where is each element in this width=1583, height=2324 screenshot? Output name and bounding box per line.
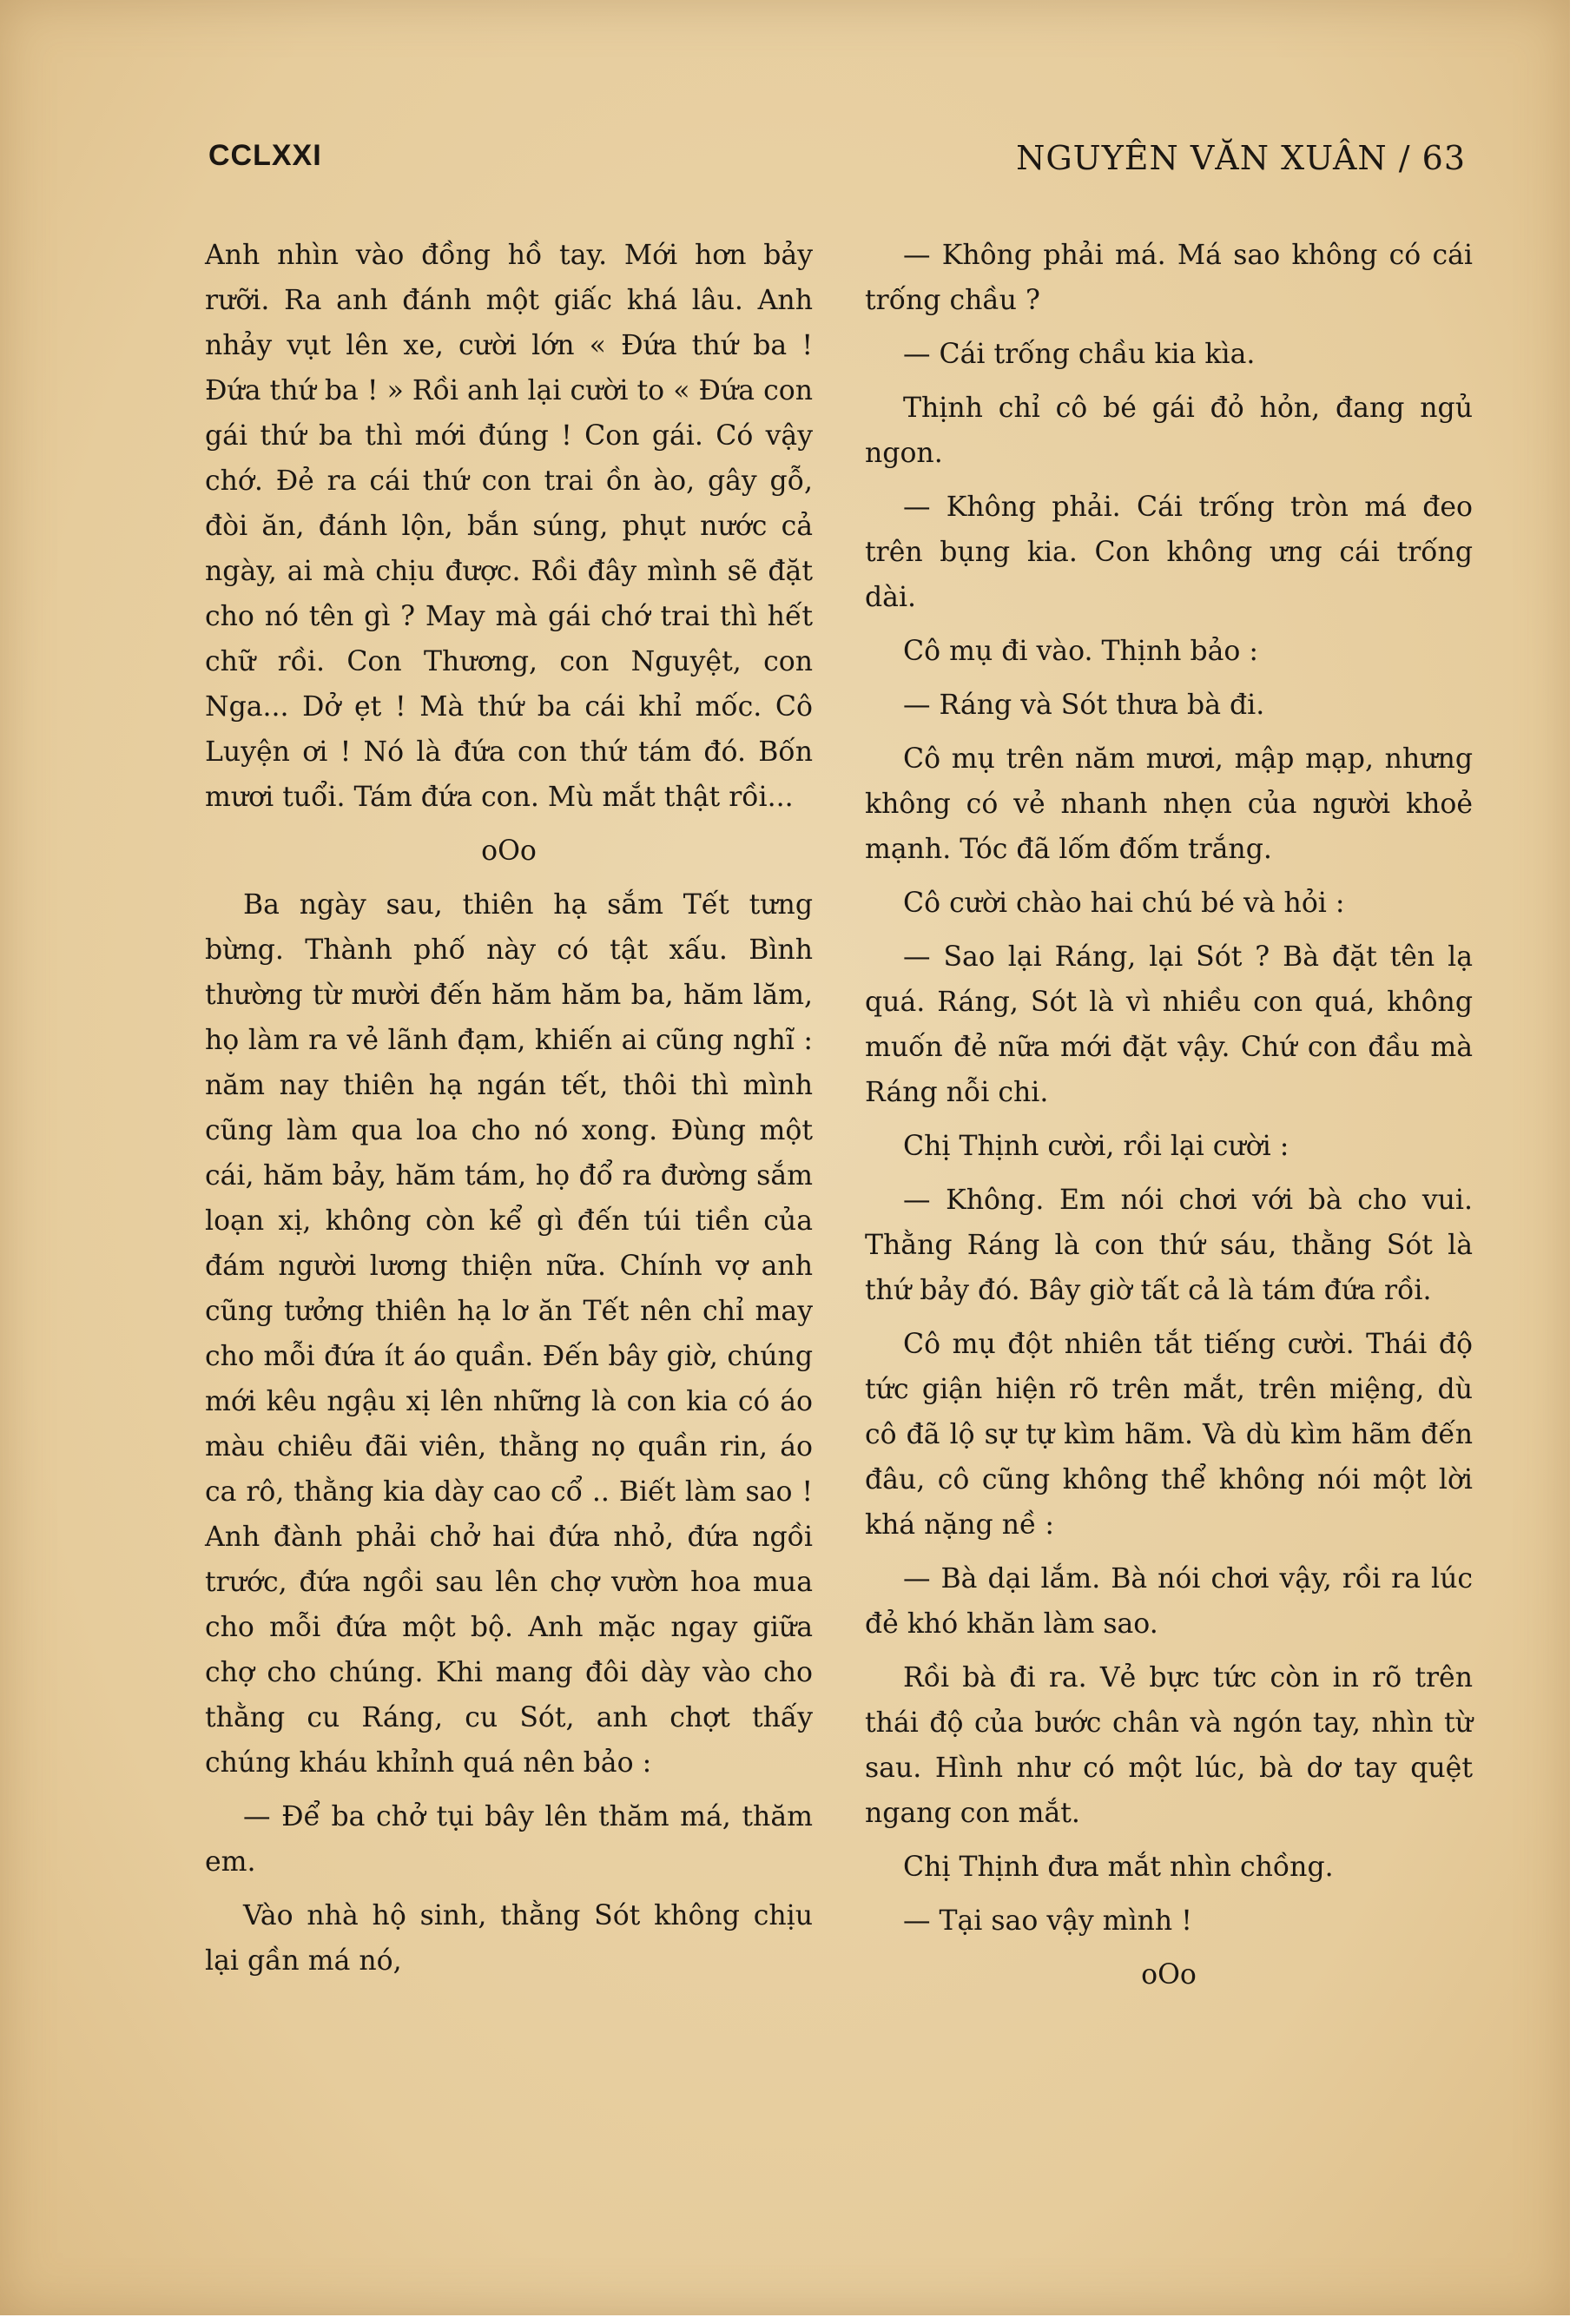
section-separator: oOo bbox=[481, 835, 537, 867]
paragraph: Vào nhà hộ sinh, thằng Sót không chịu lại gần má nó, bbox=[205, 1900, 813, 1977]
page-header bbox=[208, 139, 1466, 191]
paragraph: Cô mụ đột nhiên tắt tiếng cười. Thái độ tức giận hiện rõ trên mắt, trên miệng, dù cô đã lộ sự tự kìm hãm. Và dù kìm hãm đến đâu, cô cũng không thể không nói một lời khá nặng nề : bbox=[865, 1329, 1473, 1541]
paragraph: — Để ba chở tụi bây lên thăm má, thăm em. bbox=[205, 1801, 813, 1878]
paragraph: Anh nhìn vào đồng hồ tay. Mới hơn bảy rưỡi. Ra anh đánh một giấc khá lâu. Anh nhảy vụt lên xe, cười lớn « Đứa thứ ba ! Đứa thứ ba ! » Rồi anh lại cười to « Đứa con gái thứ ba thì mới đúng ! Con gái. Có vậy chớ. Đẻ ra cái thứ con trai ồn ào, gây gỗ, đòi ăn, đánh lộn, bắn súng, phụt nước cả ngày, ai mà chịu được. Rồi đây mình sẽ đặt cho nó tên gì ? May mà gái chớ trai thì hết chữ rồi. Con Thương, con Nguyệt, con Nga... Dở ẹt ! Mà thứ ba cái khỉ mốc. Cô Luyện ơi ! Nó là đứa con thứ tám đó. Bốn mươi tuổi. Tám đứa con. Mù mắt thật rồi... bbox=[205, 240, 813, 813]
paragraph: — Bà dại lắm. Bà nói chơi vậy, rồi ra lúc đẻ khó khăn làm sao. bbox=[865, 1563, 1473, 1640]
right-column bbox=[865, 233, 1473, 2006]
paragraph: — Cái trống chầu kia kìa. bbox=[903, 339, 1256, 370]
paragraph: — Ráng và Sót thưa bà đi. bbox=[903, 690, 1265, 721]
paragraph: Thịnh chỉ cô bé gái đỏ hỏn, đang ngủ ngon. bbox=[865, 393, 1473, 469]
paragraph: Chị Thịnh cười, rồi lại cười : bbox=[903, 1131, 1289, 1162]
paragraph: — Tại sao vậy mình ! bbox=[903, 1905, 1192, 1937]
left-column bbox=[205, 233, 813, 1992]
running-title: NGUYÊN VĂN XUÂN / 63 bbox=[1016, 139, 1466, 177]
paragraph: Cô mụ trên năm mươi, mập mạp, nhưng không có vẻ nhanh nhẹn của người khoẻ mạnh. Tóc đã lốm đốm trắng. bbox=[865, 743, 1473, 865]
paragraph: — Không phải má. Má sao không có cái trống chầu ? bbox=[865, 240, 1473, 316]
paragraph: — Không phải. Cái trống tròn má đeo trên bụng kia. Con không ưng cái trống dài. bbox=[865, 492, 1473, 613]
paragraph: Cô cười chào hai chú bé và hỏi : bbox=[903, 888, 1345, 919]
paragraph: — Không. Em nói chơi với bà cho vui. Thằng Ráng là con thứ sáu, thằng Sót là thứ bảy đó. Bây giờ tất cả là tám đứa rồi. bbox=[865, 1185, 1473, 1306]
paragraph: Cô mụ đi vào. Thịnh bảo : bbox=[903, 636, 1259, 667]
paragraph: — Sao lại Ráng, lại Sót ? Bà đặt tên lạ quá. Ráng, Sót là vì nhiều con quá, không muốn đẻ nữa mới đặt vậy. Chứ con đầu mà Ráng nỗi chi. bbox=[865, 941, 1473, 1108]
paragraph: Chị Thịnh đưa mắt nhìn chồng. bbox=[903, 1852, 1334, 1883]
paragraph: Rồi bà đi ra. Vẻ bực tức còn in rõ trên thái độ của bước chân và ngón tay, nhìn từ sau. Hình như có một lúc, bà dơ tay quệt ngang con mắt. bbox=[865, 1662, 1473, 1829]
section-separator: oOo bbox=[1141, 1959, 1197, 1991]
running-head: CCLXXI bbox=[208, 139, 322, 172]
paragraph: Ba ngày sau, thiên hạ sắm Tết tưng bừng. Thành phố này có tật xấu. Bình thường từ mười đến hăm hăm ba, hăm lăm, họ làm ra vẻ lãnh đạm, khiến ai cũng nghĩ : năm nay thiên hạ ngán tết, thôi thì mình cũng làm qua loa cho nó xong. Đùng một cái, hăm bảy, hăm tám, họ đổ ra đường sắm loạn xị, không còn kể gì đến túi tiền của đám người lương thiện nữa. Chính vợ anh cũng tưởng thiên hạ lơ ăn Tết nên chỉ may cho mỗi đứa ít áo quần. Đến bây giờ, chúng mới kêu ngậu xị lên những là con kia có áo màu chiêu đãi viên, thằng nọ quần rin, áo ca rô, thằng kia dày cao cổ .. Biết làm sao ! Anh đành phải chở hai đứa nhỏ, đứa ngồi trước, đứa ngồi sau lên chợ vườn hoa mua cho mỗi đứa một bộ. Anh mặc ngay giữa chợ cho chúng. Khi mang đôi dày vào cho thằng cu Ráng, cu Sót, anh chợt thấy chúng kháu khỉnh quá nên bảo : bbox=[205, 889, 813, 1779]
